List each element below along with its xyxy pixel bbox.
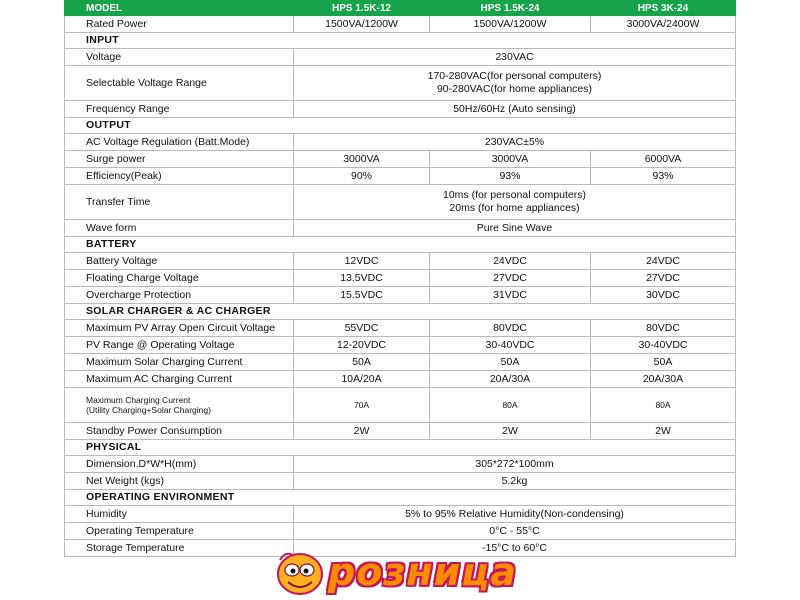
cell-value: 13.5VDC	[294, 270, 430, 287]
row-label: Operating Temperature	[65, 523, 294, 540]
cell-value: 27VDC	[430, 270, 591, 287]
section-row	[65, 490, 736, 506]
cell-value: 12-20VDC	[294, 337, 430, 354]
row-label: Voltage	[65, 49, 294, 66]
cell-value: 90%	[294, 168, 430, 185]
table-row	[65, 320, 736, 337]
cell-value: 0°C - 55°C	[294, 523, 736, 540]
row-label: Standby Power Consumption	[65, 423, 294, 440]
cell-value: 50A	[430, 354, 591, 371]
table-row	[65, 16, 736, 33]
cell-value: 3000VA/2400W	[591, 16, 736, 33]
table-row	[65, 473, 736, 490]
section-title-output: OUTPUT	[65, 118, 736, 134]
table-row	[65, 506, 736, 523]
cell-value: 230VAC±5%	[294, 134, 736, 151]
section-title-environment: OPERATING ENVIRONMENT	[65, 490, 736, 506]
row-label: Storage Temperature	[65, 540, 294, 557]
cell-value: 30-40VDC	[591, 337, 736, 354]
table-row	[65, 523, 736, 540]
section-title-physical: PHYSICAL	[65, 440, 736, 456]
cell-value: 31VDC	[430, 287, 591, 304]
cell-value: 93%	[430, 168, 591, 185]
section-row	[65, 118, 736, 134]
table-header-row	[65, 1, 736, 16]
cell-value: 5.2kg	[294, 473, 736, 490]
cell-value: 1500VA/1200W	[430, 16, 591, 33]
table-row	[65, 388, 736, 423]
cell-value: 50A	[294, 354, 430, 371]
value-line: 90-280VAC(for home appliances)	[436, 83, 593, 95]
row-label: Dimension.D*W*H(mm)	[65, 456, 294, 473]
table-row	[65, 101, 736, 118]
row-label: Humidity	[65, 506, 294, 523]
cell-value: 12VDC	[294, 253, 430, 270]
cell-value: 20A/30A	[430, 371, 591, 388]
cell-value: 3000VA	[294, 151, 430, 168]
cell-value: 80VDC	[430, 320, 591, 337]
cell-value: 70A	[294, 388, 430, 423]
row-label: Maximum PV Array Open Circuit Voltage	[65, 320, 294, 337]
row-label: Selectable Voltage Range	[65, 66, 294, 101]
table-row	[65, 134, 736, 151]
table-row	[65, 151, 736, 168]
label-line: (Utility Charging+Solar Charging)	[86, 405, 211, 415]
cell-value: 3000VA	[430, 151, 591, 168]
cell-value: 24VDC	[430, 253, 591, 270]
cell-value: 15.5VDC	[294, 287, 430, 304]
section-row	[65, 440, 736, 456]
cell-value: 305*272*100mm	[294, 456, 736, 473]
cell-value-multiline	[294, 185, 736, 220]
table-row	[65, 287, 736, 304]
table-row	[65, 168, 736, 185]
value-line: 170-280VAC(for personal computers)	[427, 70, 602, 82]
table-row	[65, 337, 736, 354]
row-label: AC Voltage Regulation (Batt.Mode)	[65, 134, 294, 151]
table-row	[65, 354, 736, 371]
row-label: Rated Power	[65, 16, 294, 33]
value-line: 20ms (for home appliances)	[449, 202, 580, 214]
cell-value: 80A	[430, 388, 591, 423]
cell-value-multiline	[294, 66, 736, 101]
section-row	[65, 304, 736, 320]
cell-value: 1500VA/1200W	[294, 16, 430, 33]
section-title-battery: BATTERY	[65, 237, 736, 253]
row-label: Floating Charge Voltage	[65, 270, 294, 287]
cell-value: Pure Sine Wave	[294, 220, 736, 237]
row-label: Net Weight (kgs)	[65, 473, 294, 490]
cell-value: 10A/20A	[294, 371, 430, 388]
cell-value: -15°C to 60°C	[294, 540, 736, 557]
cell-value: 30VDC	[591, 287, 736, 304]
row-label-multiline	[65, 388, 294, 423]
row-label: Transfer Time	[65, 185, 294, 220]
cell-value: 2W	[430, 423, 591, 440]
label-line: Maximum Charging Current	[86, 395, 191, 405]
cell-value: 230VAC	[294, 49, 736, 66]
table-row	[65, 220, 736, 237]
cell-value: 50A	[591, 354, 736, 371]
header-model-1: HPS 1.5K-12	[294, 1, 430, 16]
cell-value: 5% to 95% Relative Humidity(Non-condensing)	[294, 506, 736, 523]
table-row	[65, 66, 736, 101]
section-row	[65, 237, 736, 253]
cell-value: 27VDC	[591, 270, 736, 287]
header-model-2: HPS 1.5K-24	[430, 1, 591, 16]
section-title-solar: SOLAR CHARGER & AC CHARGER	[65, 304, 736, 320]
cell-value: 2W	[591, 423, 736, 440]
cell-value: 80VDC	[591, 320, 736, 337]
table-row	[65, 371, 736, 388]
table-row	[65, 270, 736, 287]
table-row	[65, 253, 736, 270]
row-label: Surge power	[65, 151, 294, 168]
section-row	[65, 33, 736, 49]
row-label: Frequency Range	[65, 101, 294, 118]
cell-value: 20A/30A	[591, 371, 736, 388]
watermark-text: розница	[328, 550, 518, 594]
table-row	[65, 49, 736, 66]
cell-value: 55VDC	[294, 320, 430, 337]
value-line: 10ms (for personal computers)	[443, 189, 586, 201]
cell-value: 50Hz/60Hz (Auto sensing)	[294, 101, 736, 118]
section-title-input: INPUT	[65, 33, 736, 49]
row-label: Maximum AC Charging Current	[65, 371, 294, 388]
row-label: Battery Voltage	[65, 253, 294, 270]
table-row	[65, 456, 736, 473]
cell-value: 24VDC	[591, 253, 736, 270]
cell-value: 30-40VDC	[430, 337, 591, 354]
cell-value: 6000VA	[591, 151, 736, 168]
cell-value: 93%	[591, 168, 736, 185]
row-label: Overcharge Protection	[65, 287, 294, 304]
row-label: Maximum Solar Charging Current	[65, 354, 294, 371]
header-model: MODEL	[65, 1, 294, 16]
table-row	[65, 423, 736, 440]
table-row	[65, 185, 736, 220]
spec-table	[64, 0, 736, 557]
cell-value: 80A	[591, 388, 736, 423]
row-label: Wave form	[65, 220, 294, 237]
header-model-3: HPS 3K-24	[591, 1, 736, 16]
row-label: PV Range @ Operating Voltage	[65, 337, 294, 354]
smiley-mascot-icon	[270, 546, 330, 600]
row-label: Efficiency(Peak)	[65, 168, 294, 185]
watermark-logo	[270, 546, 530, 600]
cell-value: 2W	[294, 423, 430, 440]
